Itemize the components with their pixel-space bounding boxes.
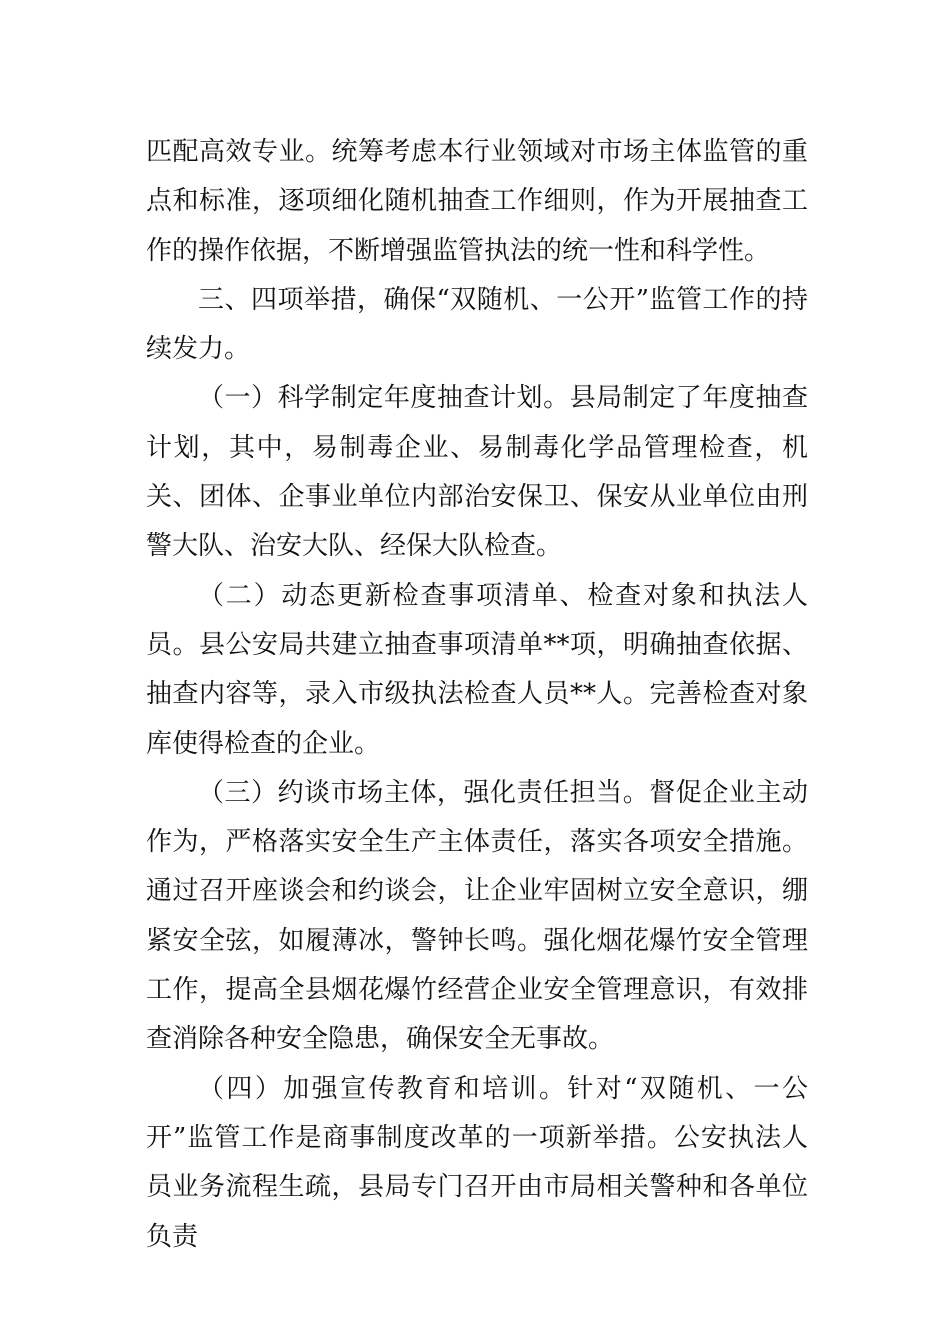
- document-body: [146, 128, 808, 1262]
- paragraph-continuation: 匹配高效专业。统筹考虑本行业领域对市场主体监管的重点和标准，逐项细化随机抽查工作细则，作为开展抽查工作的操作依据，不断增强监管执法的统一性和科学性。: [146, 137, 808, 266]
- section-heading-three: 三、四项举措，确保“双随机、一公开”监管工作的持续发力。: [146, 284, 808, 365]
- paragraph-item-three: （三）约谈市场主体，强化责任担当。督促企业主动作为，严格落实安全生产主体责任，落实各项安全措施。通过召开座谈会和约谈会，让企业牢固树立安全意识，绷紧安全弦，如履薄冰，警钟长鸣。强化烟花爆竹安全管理工作，提高全县烟花爆竹经营企业安全管理意识，有效排查消除各种安全隐患，确保安全无事故。: [146, 777, 808, 1055]
- paragraph-item-two: （二）动态更新检查事项清单、检查对象和执法人员。县公安局共建立抽查事项清单**项，明确抽查依据、抽查内容等，录入市级执法检查人员**人。完善检查对象库使得检查的企业。: [146, 580, 808, 759]
- paragraph-item-one: （一）科学制定年度抽查计划。县局制定了年度抽查计划，其中，易制毒企业、易制毒化学品管理检查，机关、团体、企事业单位内部治安保卫、保安从业单位由刑警大队、治安大队、经保大队检查。: [146, 383, 808, 562]
- paragraph-item-four: （四）加强宣传教育和培训。针对“双随机、一公开”监管工作是商事制度改革的一项新举措。公安执法人员业务流程生疏，县局专门召开由市局相关警种和各单位负责: [146, 1073, 808, 1252]
